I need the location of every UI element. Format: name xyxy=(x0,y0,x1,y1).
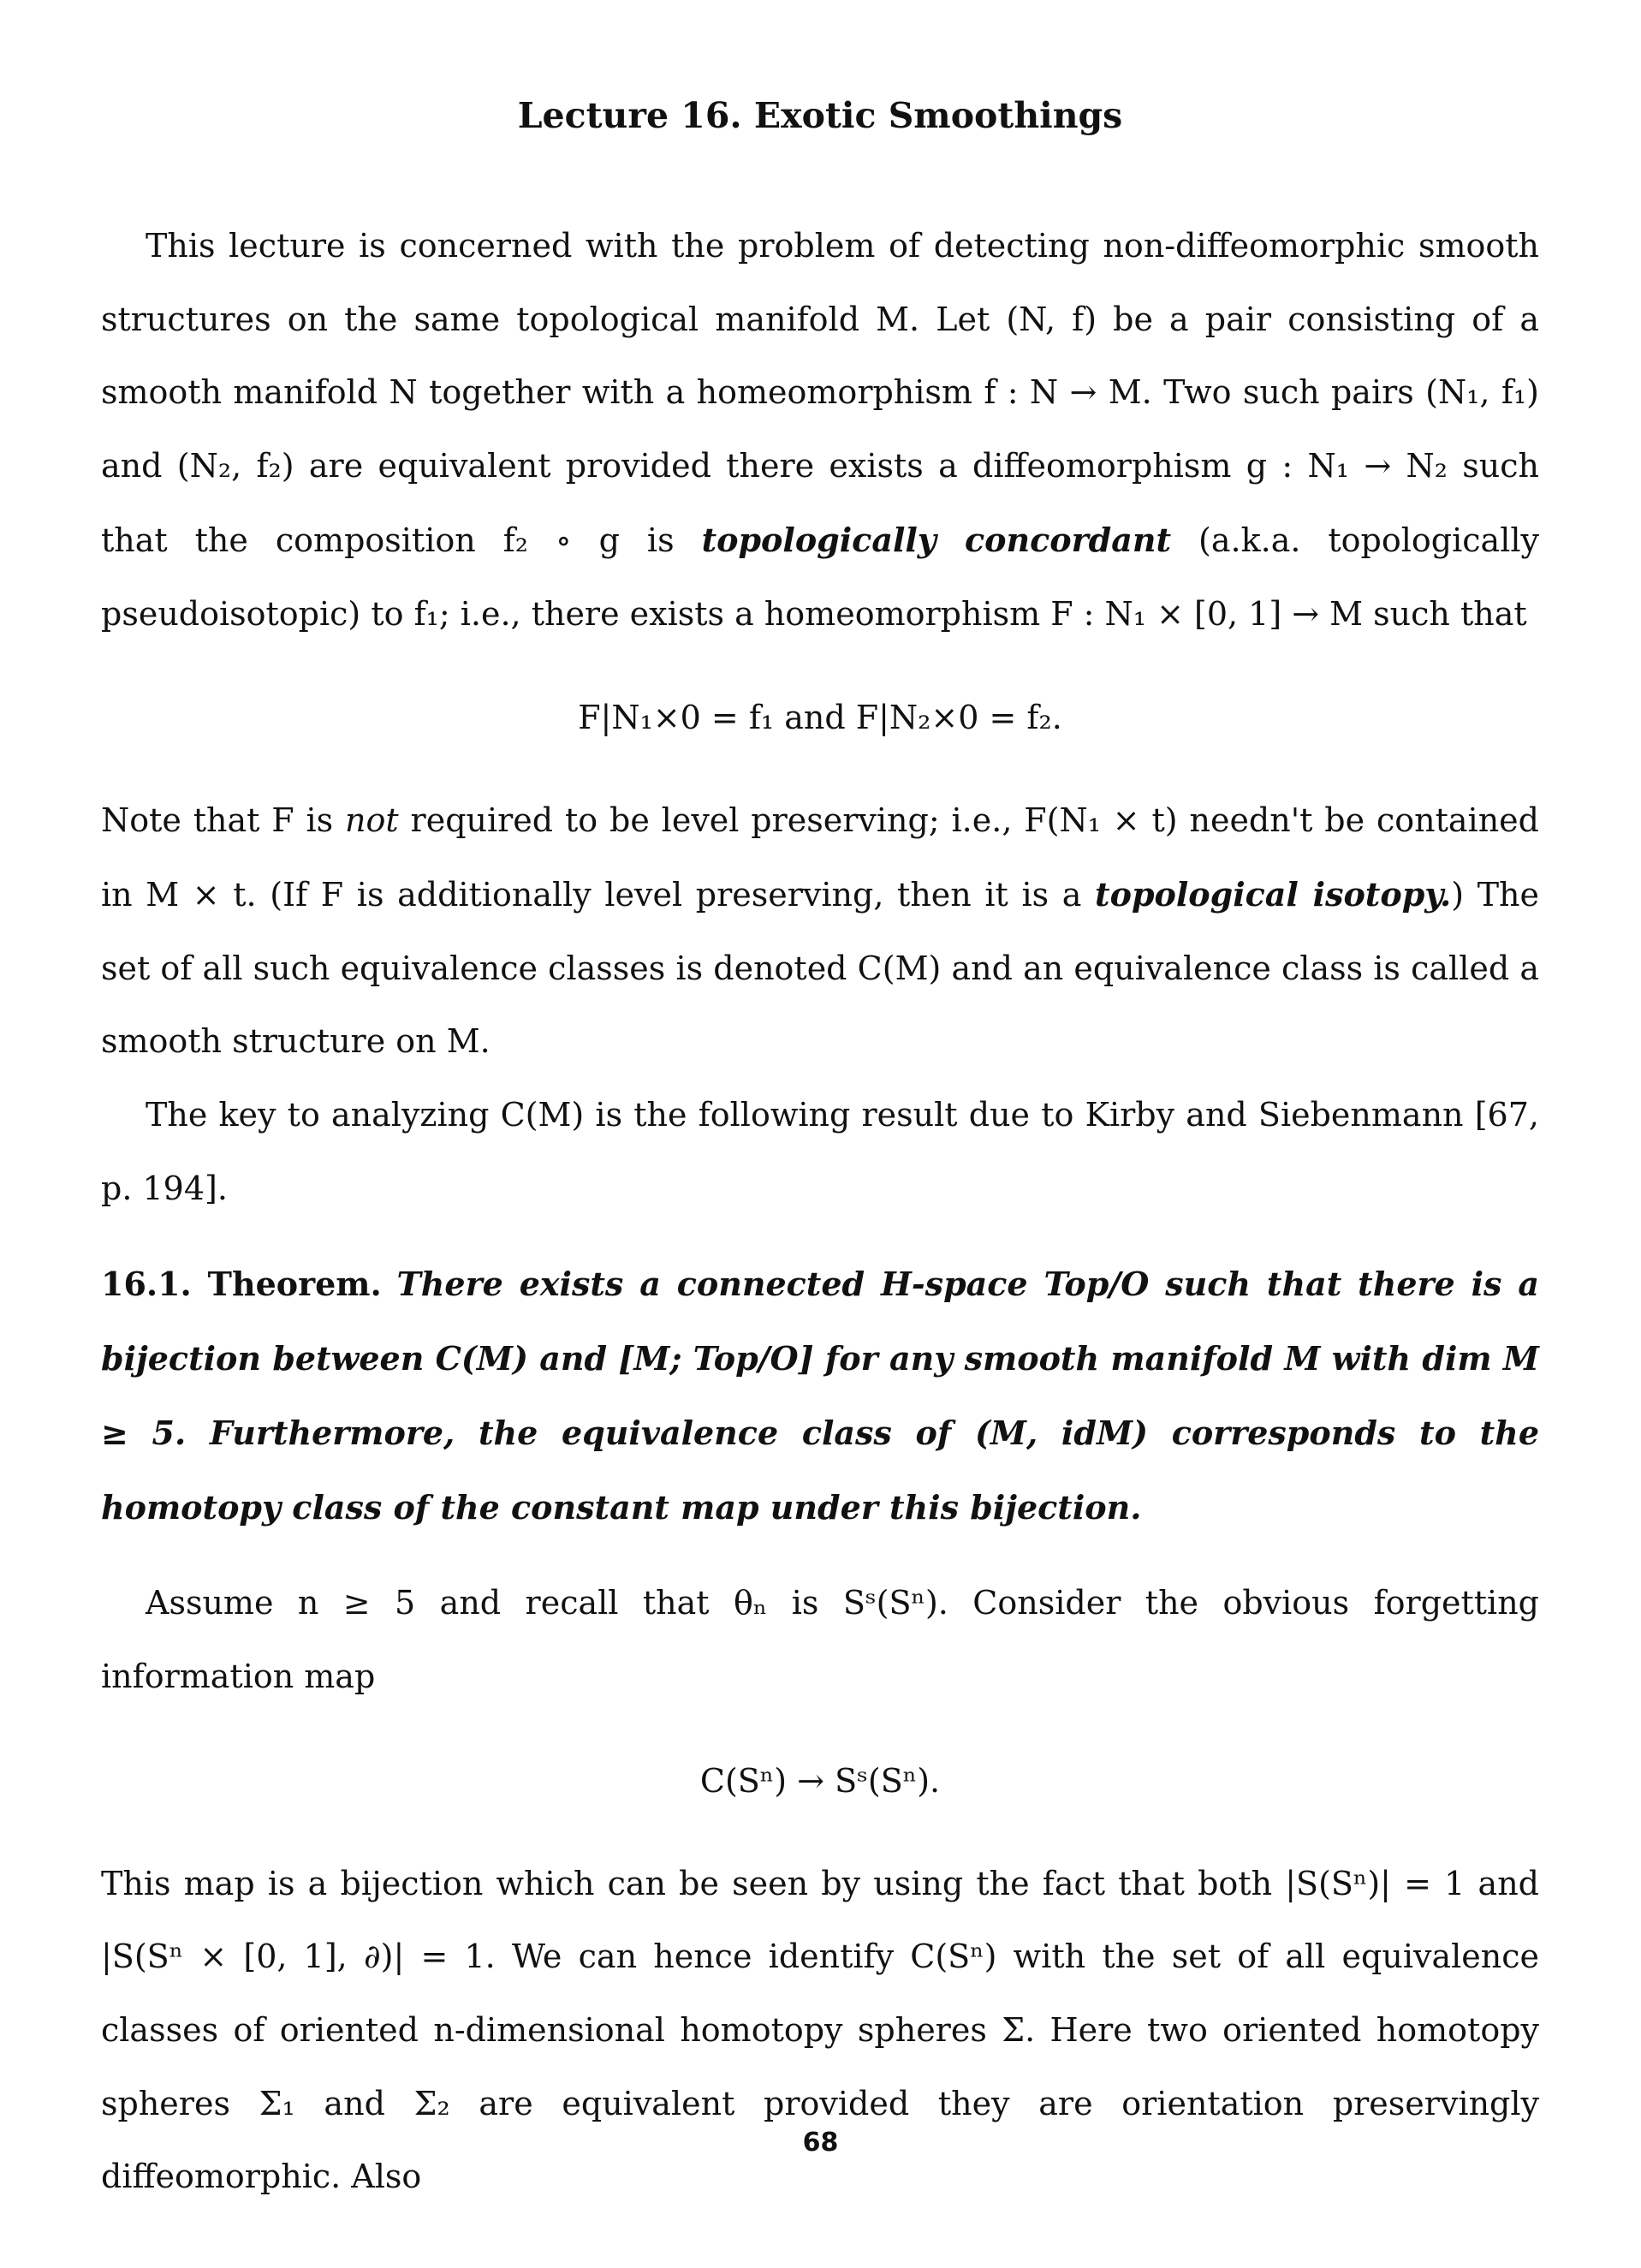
paragraph-level-preserving-text-3: ) The set of all such equivalence classes is denoted C(M) and an equivalence class is called a smooth structure on M. xyxy=(101,875,1540,1061)
page-body xyxy=(101,81,1539,2214)
emphasis-topologically-concordant: topologically concordant xyxy=(701,520,1172,559)
theorem-16-1 xyxy=(101,1247,1539,1545)
display-equation-restriction: F|N₁×0 = f₁ and F|N₂×0 = f₂. xyxy=(578,699,1062,737)
display-equation-forgetting-map: C(Sⁿ) → Sˢ(Sⁿ). xyxy=(699,1761,941,1800)
emphasis-topological-isotopy: topological isotopy. xyxy=(1095,874,1452,914)
paragraph-level-preserving-text-2: required to be level preserving; i.e., F(N₁ × t) needn't be contained in M × t. (If F is additionally level preserving, then it is a xyxy=(101,801,1539,914)
paragraph-intro-text-2: (a.k.a. topologically pseudoisotopic) to f₁; i.e., there exists a homeomorphism F : N₁ × [0, 1] → M such that xyxy=(101,521,1539,633)
theorem-label: 16.1. Theorem. xyxy=(101,1265,382,1304)
paragraph-key-result: The key to analyzing C(M) is the following result due to Kirby and Siebenmann [67, p. 194]. xyxy=(101,1096,1539,1207)
page-title: Lecture 16. Exotic Smoothings xyxy=(517,95,1123,136)
paragraph-intro xyxy=(101,210,1539,651)
paragraph-bijection: This map is a bijection which can be seen by using the fact that both |S(Sⁿ)| = 1 and |S(Sⁿ × [0, 1], ∂)| = 1. We can hence identify C(Sⁿ) with the set of all equivalence classes of oriented n-dimensional homotopy spheres Σ. Here two oriented homotopy spheres Σ₁ and Σ₂ are equivalent provided they are orientation preservingly diffeomorphic. Also xyxy=(101,1864,1539,2196)
emphasis-not: not xyxy=(345,801,399,840)
paragraph-intro-text-1: This lecture is concerned with the problem of detecting non-diffeomorphic smooth structures on the same topological manifold M. Let (N, f) be a pair consisting of a smooth manifold N together with a homeomorphism f : N → M. Two such pairs (N₁, f₁) and (N₂, f₂) are equivalent provided there exists a diffeomorphism g : N₁ → N₂ such that the composition f₂ ∘ g is xyxy=(101,227,1539,559)
page-number: 68 xyxy=(802,2128,839,2158)
paragraph-level-preserving-text-1: Note that F is xyxy=(101,801,346,840)
theorem-statement: There exists a connected H-space Top/O such that there is a bijection between C(M) and [M; Top/O] for any smooth manifold M with dim M ≥ 5. Furthermore, the equivalence class of (M, idM) corresponds to the homotopy class of the constant map under this bijection. xyxy=(101,1265,1539,1527)
paragraph-forgetting-map: Assume n ≥ 5 and recall that θₙ is Sˢ(Sⁿ). Consider the obvious forgetting information map xyxy=(101,1584,1539,1695)
paragraph-level-preserving xyxy=(101,784,1539,1079)
